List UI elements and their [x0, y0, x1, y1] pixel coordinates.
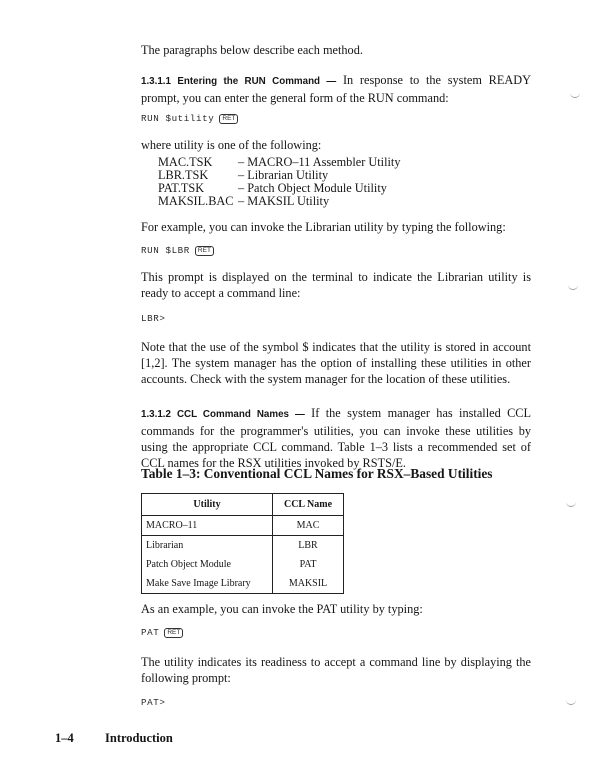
- table-row: [142, 516, 344, 536]
- footer-section-title: Introduction: [105, 731, 173, 745]
- utility-description: – Patch Object Module Utility: [238, 181, 387, 195]
- cell-ccl-name: MAC: [273, 516, 344, 536]
- page-number: 1–4: [55, 731, 74, 745]
- note-paragraph: Note that the use of the symbol $ indicates that the utility is stored in account [1,2]. The system manager has the option of installing these utilities in other accounts. Check with the system manager for the location of these utilities.: [141, 340, 531, 386]
- utility-description: – MACRO–11 Assembler Utility: [238, 155, 401, 169]
- margin-mark: [566, 502, 576, 507]
- table-row: [142, 536, 344, 556]
- example-paragraph: For example, you can invoke the Librarian utility by typing the following:: [141, 220, 506, 234]
- table-header-row: [142, 494, 344, 516]
- return-key-icon: RET: [219, 114, 238, 124]
- pat-command: [141, 627, 183, 638]
- return-key-icon: RET: [164, 628, 183, 638]
- utility-file: LBR.TSK: [158, 168, 209, 182]
- example-pat-paragraph: As an example, you can invoke the PAT utility by typing:: [141, 602, 423, 616]
- where-paragraph: where utility is one of the following:: [141, 138, 322, 152]
- pat-prompt: PAT>: [141, 697, 166, 708]
- cell-ccl-name: LBR: [273, 536, 344, 556]
- section-body-run-command: In response to the system READY prompt, you can enter the general form of the RUN command:: [141, 73, 531, 105]
- margin-mark: [566, 700, 576, 705]
- utility-description: – MAKSIL Utility: [238, 194, 330, 208]
- section-heading-run-command: 1.3.1.1 Entering the RUN Command —: [141, 76, 337, 87]
- intro-paragraph: The paragraphs below describe each method.: [141, 43, 363, 57]
- section-1-3-1-1: [141, 72, 531, 106]
- column-header-utility: Utility: [142, 494, 273, 516]
- utility-list: [158, 156, 400, 208]
- cell-ccl-name: PAT: [273, 555, 344, 574]
- run-utility-command: [141, 113, 238, 124]
- ccl-names-table: [141, 493, 344, 594]
- command-text: RUN $LBR: [141, 245, 190, 256]
- readiness-paragraph: The utility indicates its readiness to accept a command line by displaying the following prompt:: [141, 655, 531, 685]
- table-row: [142, 555, 344, 574]
- prompt-description: This prompt is displayed on the terminal to indicate the Librarian utility is ready to accept a command line:: [141, 270, 531, 300]
- command-text: PAT: [141, 627, 160, 638]
- section-1-3-1-2: [141, 405, 531, 471]
- margin-mark: [570, 93, 580, 98]
- cell-utility: Make Save Image Library: [142, 574, 273, 594]
- utility-description: – Librarian Utility: [238, 168, 329, 182]
- column-header-ccl-name: CCL Name: [273, 494, 344, 516]
- cell-ccl-name: MAKSIL: [273, 574, 344, 594]
- command-text: RUN $utility: [141, 113, 215, 124]
- margin-mark: [568, 285, 578, 290]
- section-heading-ccl-names: 1.3.1.2 CCL Command Names —: [141, 409, 305, 420]
- cell-utility: Librarian: [142, 536, 273, 556]
- run-lbr-command: [141, 245, 214, 256]
- list-item: [158, 195, 400, 208]
- table-caption: Table 1–3: Conventional CCL Names for RSX–Based Utilities: [141, 466, 493, 481]
- cell-utility: Patch Object Module: [142, 555, 273, 574]
- utility-file: PAT.TSK: [158, 181, 205, 195]
- section-body-ccl-names: If the system manager has installed CCL commands for the programmer's utilities, you can invoke these utilities by using the appropriate CCL command. Table 1–3 lists a recommended set of CCL names for the RSX utilities invoked by RSTS/E.: [141, 406, 531, 470]
- utility-file: MAC.TSK: [158, 155, 213, 169]
- page-footer: [55, 731, 173, 746]
- lbr-prompt: LBR>: [141, 313, 166, 324]
- utility-file: MAKSIL.BAC: [158, 194, 234, 208]
- table-row: [142, 574, 344, 594]
- cell-utility: MACRO–11: [142, 516, 273, 536]
- return-key-icon: RET: [195, 246, 214, 256]
